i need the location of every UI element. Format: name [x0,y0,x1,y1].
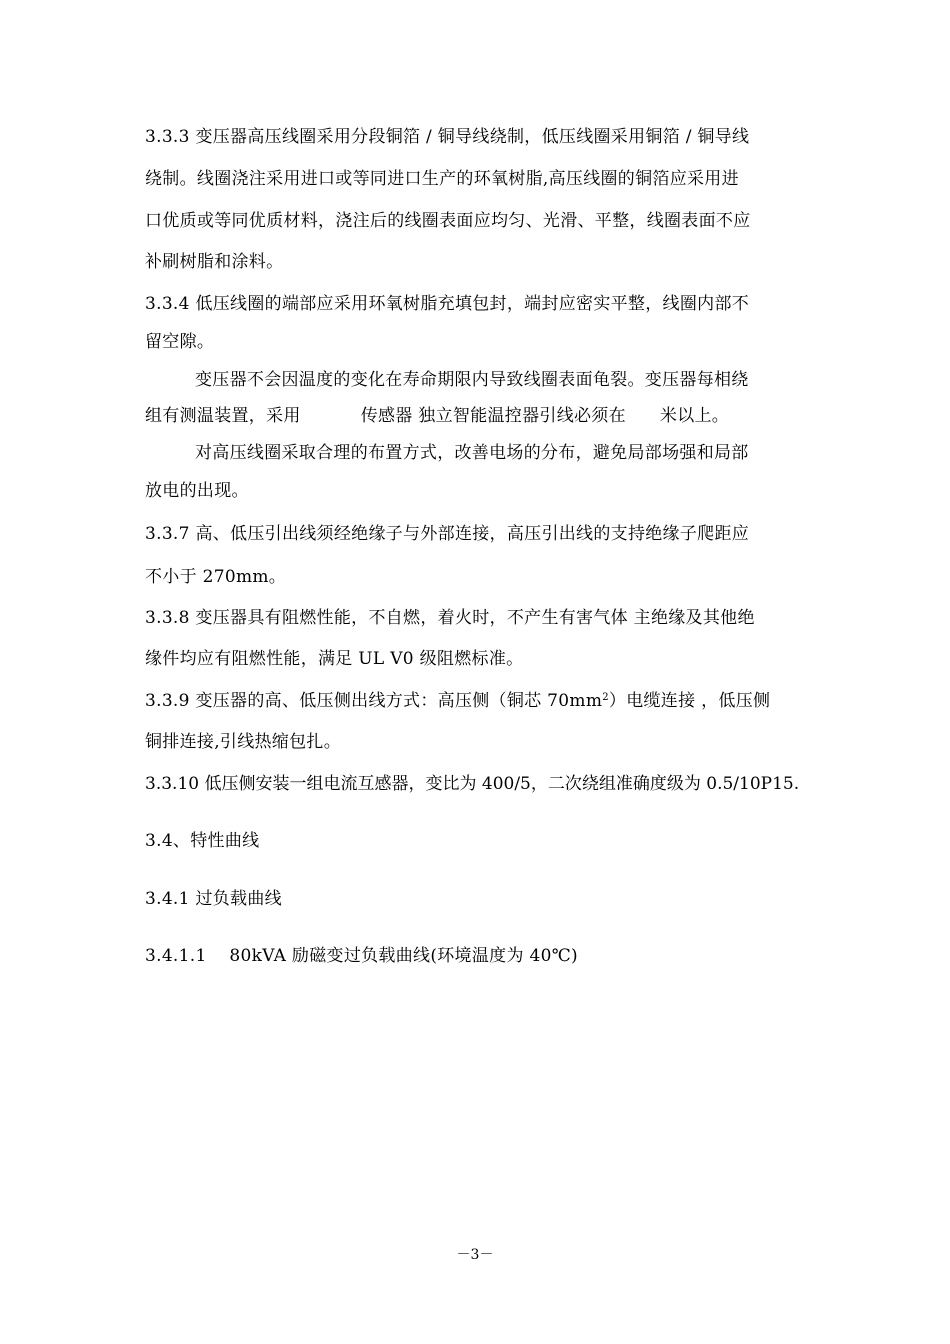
superscript-squared: 2 [602,692,609,703]
paragraph-3-3-3-line-4: 补刷树脂和涂料。 [145,252,284,272]
paragraph-3-3-8-line-1: 3.3.8 变压器具有阻燃性能，不自燃，着火时，不产生有害气体 主绝缘及其他绝 [145,608,755,628]
paragraph-3-3-5-line-2-part-b: 传感器 独立智能温控器引线必须在 [360,406,626,426]
paragraph-3-3-5-line-2-part-a: 组有测温装置，采用 [145,406,301,426]
heading-3-4-1-1: 3.4.1.1 80kVA 励磁变过负载曲线(环境温度为 40℃) [145,946,578,966]
paragraph-3-3-7-line-2: 不小于 270mm。 [145,567,287,587]
paragraph-3-3-3-line-2: 绕制。线圈浇注采用进口或等同进口生产的环氧树脂,高压线圈的铜箔应采用进 [145,169,739,189]
paragraph-3-3-9-line-2: 铜排连接,引线热缩包扎。 [145,732,342,752]
paragraph-3-3-7-line-1: 3.3.7 高、低压引出线须经绝缘子与外部连接，高压引出线的支持绝缘子爬距应 [145,524,750,544]
paragraph-3-3-5-line-2 [145,405,729,427]
paragraph-3-3-6-line-1: 对高压线圈采取合理的布置方式，改善电场的分布，避免局部场强和局部 [195,443,749,463]
paragraph-3-3-9-line-1 [145,690,770,712]
heading-3-4-1: 3.4.1 过负载曲线 [145,889,282,909]
paragraph-3-3-3-line-3: 口优质或等同优质材料，浇注后的线圈表面应均匀、光滑、平整，线圈表面不应 [145,211,751,231]
paragraph-3-3-5-line-2-part-c: 米以上。 [659,406,730,426]
paragraph-3-3-5-line-1: 变压器不会因温度的变化在寿命期限内导致线圈表面龟裂。变压器每相绕 [195,370,749,390]
paragraph-3-3-4-line-2: 留空隙。 [145,332,215,352]
page-number: －3－ [456,1247,494,1263]
paragraph-3-3-9-line-1-part-a: 3.3.9 变压器的高、低压侧出线方式：高压侧（铜芯 70mm [145,691,603,711]
paragraph-3-3-3-line-1: 3.3.3 变压器高压线圈采用分段铜箔 / 铜导线绕制，低压线圈采用铜箔 / 铜导线 [145,127,750,147]
paragraph-3-3-6-line-2: 放电的出现。 [145,481,249,501]
paragraph-3-3-4-line-1: 3.3.4 低压线圈的端部应采用环氧树脂充填包封，端封应密实平整，线圈内部不 [145,294,750,314]
heading-3-4: 3.4、特性曲线 [145,831,260,851]
paragraph-3-3-10-line-1: 3.3.10 低压侧安装一组电流互感器，变比为 400/5，二次绕组准确度级为 0.5/10P15. [145,774,800,794]
paragraph-3-3-8-line-2: 缘件均应有阻燃性能，满足 UL V0 级阻燃标准。 [145,649,524,669]
paragraph-3-3-9-line-1-part-b: ）电缆连接 ，低压侧 [608,691,771,711]
